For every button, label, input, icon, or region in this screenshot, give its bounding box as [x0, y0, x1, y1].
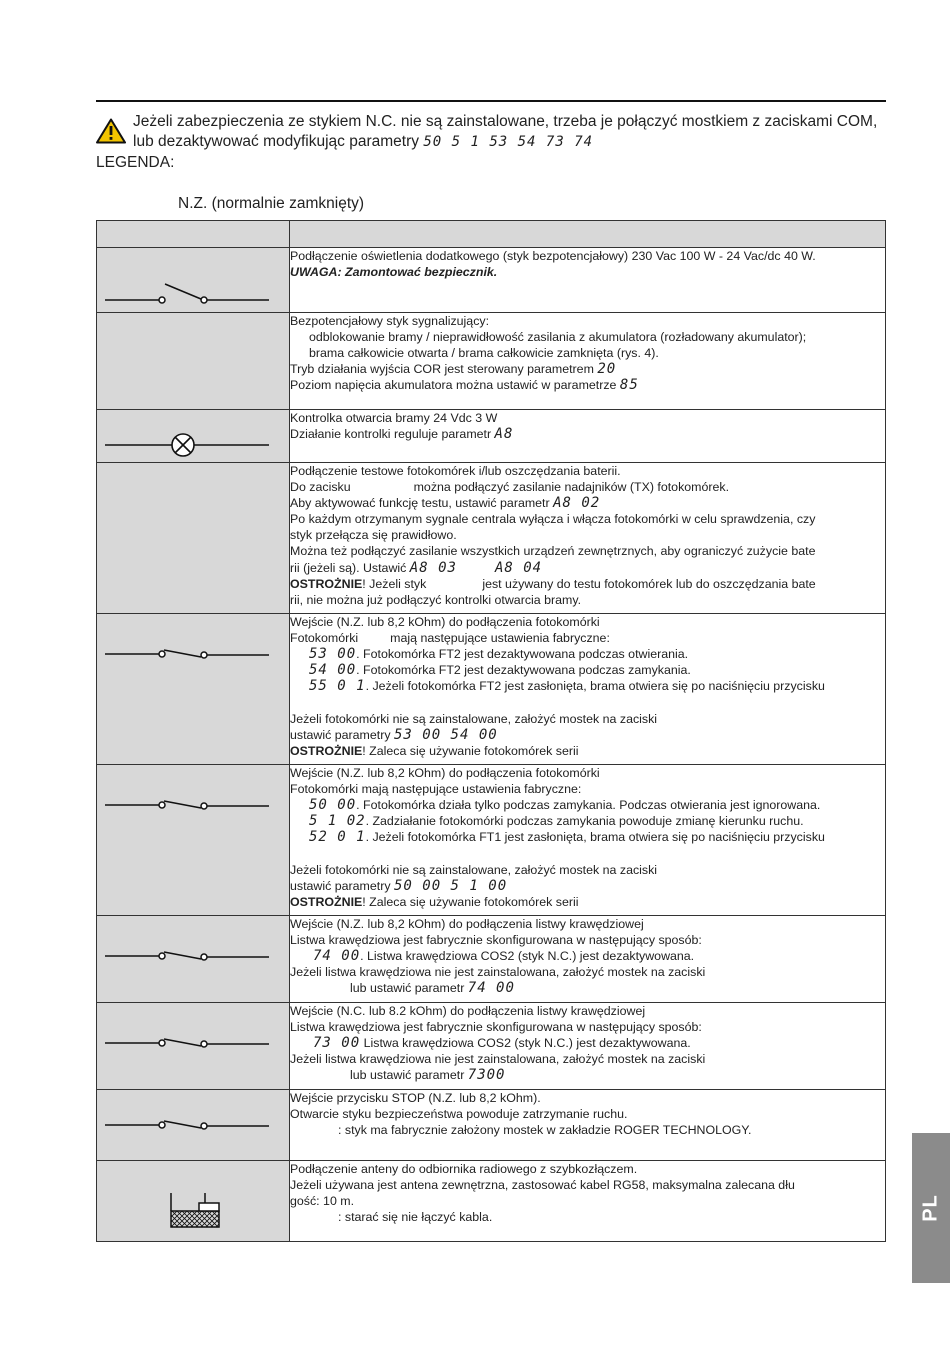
text-line: lub ustawić parametr 7300: [350, 1067, 506, 1084]
text-line: 74 00. Listwa krawędziowa COS2 (styk N.C.) jest dezaktywowana.: [313, 948, 695, 965]
text-line: styk przełącza się prawidłowo.: [290, 528, 457, 543]
text-line: 73 00 Listwa krawędziowa COS2 (styk N.C.) jest dezaktywowana.: [313, 1035, 691, 1052]
text-line: Aby aktywować funkcję testu, ustawić parametr A8 02: [290, 495, 601, 512]
symbol-cell: [97, 916, 290, 1003]
table-row: [97, 463, 886, 614]
description-cell: [290, 463, 886, 614]
nc-contact-symbol-icon: [97, 765, 289, 845]
symbol-cell: [97, 1003, 290, 1090]
warning-text-line2: lub dezaktywować modyfikując parametry 50 5 1 53 54 73 74: [133, 133, 594, 150]
table-row: [97, 410, 886, 463]
symbol-cell: [97, 410, 290, 463]
text-line: Jeżeli listwa krawędziowa nie jest zainstalowana, założyć mostek na zaciski: [290, 965, 706, 980]
parameter-codes: 50 5 1 53 54 73 74: [423, 134, 594, 150]
text-line: Działanie kontrolki reguluje parametr A8: [290, 426, 514, 443]
text-line: Podłączenie testowe fotokomórek i/lub oszczędzania baterii.: [290, 464, 621, 478]
terminal-legend-table: [96, 220, 886, 1242]
text-line: 5 1 02. Zadziałanie fotokomórki podczas zamykania powoduje zmianę kierunku ruchu.: [309, 813, 804, 830]
text-line: Podłączenie oświetlenia dodatkowego (styk bezpotencjałowy) 230 Vac 100 W - 24 Vac/dc 40 W.: [290, 249, 816, 263]
blank-line: [290, 694, 885, 710]
text-line: Wejście przycisku STOP (N.Z. lub 8,2 kOhm).: [290, 1091, 541, 1105]
description-cell: [290, 313, 886, 410]
text-line: Poziom napięcia akumulatora można ustawić w parametrze 85: [290, 377, 639, 394]
text-line: Jeżeli fotokomórki nie są zainstalowane, założyć mostek na zaciski: [290, 711, 658, 726]
text-line: OSTROŻNIE! Zaleca się używanie fotokomórek serii: [290, 743, 579, 758]
lamp-symbol-icon: [97, 410, 289, 462]
text-line: Fotokomórki mają następujące ustawienia fabryczne:: [290, 782, 582, 797]
text-line: Listwa krawędziowa jest fabrycznie skonfigurowana w następujący sposób:: [290, 933, 702, 948]
symbol-cell: [97, 1090, 290, 1161]
text-line: Wejście (N.Z. lub 8,2 kOhm) do podłączenia listwy krawędziowej: [290, 917, 644, 931]
text-line: Fotokomórki mają następujące ustawienia fabryczne:: [290, 631, 610, 646]
text-line: Po każdym otrzymanym sygnale centrala wyłącza i włącza fotokomórki w celu sprawdzenia, czy: [290, 512, 816, 527]
description-cell: [290, 410, 886, 463]
nc-contact-symbol-icon: [97, 916, 289, 996]
text-line: Wejście (N.C. lub 8.2 kOhm) do podłączenia listwy krawędziowej: [290, 1004, 646, 1018]
table-row: [97, 1090, 886, 1161]
text-line: ustawić parametry 50 00 5 1 00: [290, 877, 508, 894]
nc-contact-symbol-icon: [97, 1003, 289, 1083]
symbol-cell: [97, 463, 290, 614]
table-row: [97, 614, 886, 765]
table-row: [97, 248, 886, 313]
nc-contact-symbol-icon: [97, 1090, 289, 1160]
text-line: Jeżeli listwa krawędziowa nie jest zainstalowana, założyć mostek na zaciski: [290, 1052, 706, 1067]
warning-text-line1: Jeżeli zabezpieczenia ze stykiem N.C. nie są zainstalowane, trzeba je połączyć mostkiem z zaciskami COM,: [133, 113, 878, 130]
open-switch-symbol-icon: [97, 248, 289, 312]
text-line: odblokowanie bramy / nieprawidłowość zasilania z akumulatora (rozładowany akumulator);: [309, 330, 807, 345]
symbol-cell: [97, 248, 290, 313]
text-line: brama całkowicie otwarta / brama całkowicie zamknięta (rys. 4).: [309, 346, 659, 361]
text-line: Do zacisku można podłączyć zasilanie nadajników (TX) fotokomórek.: [290, 480, 730, 495]
nc-contact-symbol-icon: [97, 614, 289, 694]
text-line: : styk ma fabrycznie założony mostek w zakładzie ROGER TECHNOLOGY.: [338, 1123, 752, 1138]
text-line: 53 00. Fotokomórka FT2 jest dezaktywowana podczas otwierania.: [309, 646, 689, 663]
description-cell: [290, 1161, 886, 1242]
description-cell: [290, 614, 886, 765]
text-line: Otwarcie styku bezpieczeństwa powoduje zatrzymanie ruchu.: [290, 1107, 628, 1122]
table-row: [97, 1003, 886, 1090]
symbol-cell: [97, 614, 290, 765]
table-header-row: [97, 221, 886, 248]
antenna-connector-symbol-icon: [97, 1161, 289, 1241]
text-line: Wejście (N.Z. lub 8,2 kOhm) do podłączenia fotokomórki: [290, 766, 600, 780]
top-rule: [96, 100, 886, 102]
header-cell-symbol: [97, 221, 290, 248]
text-line: Bezpotencjałowy styk sygnalizujący:: [290, 314, 490, 328]
symbol-cell: [97, 313, 290, 410]
language-tab-label: PL: [919, 1194, 942, 1222]
text-line: ustawić parametry 53 00 54 00: [290, 726, 498, 743]
text-line: Jeżeli używana jest antena zewnętrzna, zastosować kabel RG58, maksymalna zalecana dłu: [290, 1178, 795, 1193]
text-line: gość: 10 m.: [290, 1194, 355, 1209]
description-cell: [290, 916, 886, 1003]
text-line: Można też podłączyć zasilanie wszystkich urządzeń zewnętrznych, aby ograniczyć zużycie bate: [290, 544, 816, 559]
legend-label: LEGENDA:: [96, 154, 175, 171]
header-cell-description: [290, 221, 886, 248]
text-line: 55 0 1. Jeżeli fotokomórka FT2 jest zasłonięta, brama otwiera się po naciśnięciu przycisku: [309, 678, 825, 695]
text-line: Jeżeli fotokomórki nie są zainstalowane, założyć mostek na zaciski: [290, 862, 658, 877]
table-row: [97, 916, 886, 1003]
text-line: lub ustawić parametr 74 00: [350, 980, 515, 997]
description-cell: [290, 1003, 886, 1090]
description-cell: [290, 765, 886, 916]
table-row: [97, 765, 886, 916]
text-line: 54 00. Fotokomórka FT2 jest dezaktywowana podczas zamykania.: [309, 662, 691, 679]
nz-label: N.Z. (normalnie zamknięty): [178, 195, 365, 212]
text-line: Wejście (N.Z. lub 8,2 kOhm) do podłączenia fotokomórki: [290, 615, 600, 629]
table-row: [97, 313, 886, 410]
text-line: : starać się nie łączyć kabla.: [338, 1210, 493, 1225]
blank-line: [290, 845, 885, 861]
text-line: Tryb działania wyjścia COR jest sterowany parametrem 20: [290, 361, 617, 378]
warning-triangle-icon: [96, 118, 126, 144]
text-line: OSTROŻNIE! Jeżeli styk jest używany do testu fotokomórek lub do oszczędzania bate: [290, 576, 816, 591]
text-line: OSTROŻNIE! Zaleca się używanie fotokomórek serii: [290, 894, 579, 909]
description-cell: [290, 1090, 886, 1161]
table-row: [97, 1161, 886, 1242]
text-line: rii (jeżeli są). Ustawić A8 03 A8 04: [290, 559, 543, 576]
text-line: Kontrolka otwarcia bramy 24 Vdc 3 W: [290, 411, 498, 425]
description-cell: [290, 248, 886, 313]
text-line: rii, nie można już podłączyć kontrolki otwarcia bramy.: [290, 592, 582, 607]
symbol-cell: [97, 765, 290, 916]
fuse-warning: UWAGA: Zamontować bezpiecznik.: [290, 265, 498, 280]
text-line: 52 0 1. Jeżeli fotokomórka FT1 jest zasłonięta, brama otwiera się po naciśnięciu przycisku: [309, 829, 825, 846]
language-tab: [912, 1133, 950, 1283]
text-line: Podłączenie anteny do odbiornika radiowego z szybkozłączem.: [290, 1162, 638, 1176]
symbol-cell: [97, 1161, 290, 1242]
text-line: 50 00. Fotokomórka działa tylko podczas zamykania. Podczas otwierania jest ignorowana.: [309, 797, 821, 814]
text-line: Listwa krawędziowa jest fabrycznie skonfigurowana w następujący sposób:: [290, 1020, 702, 1035]
